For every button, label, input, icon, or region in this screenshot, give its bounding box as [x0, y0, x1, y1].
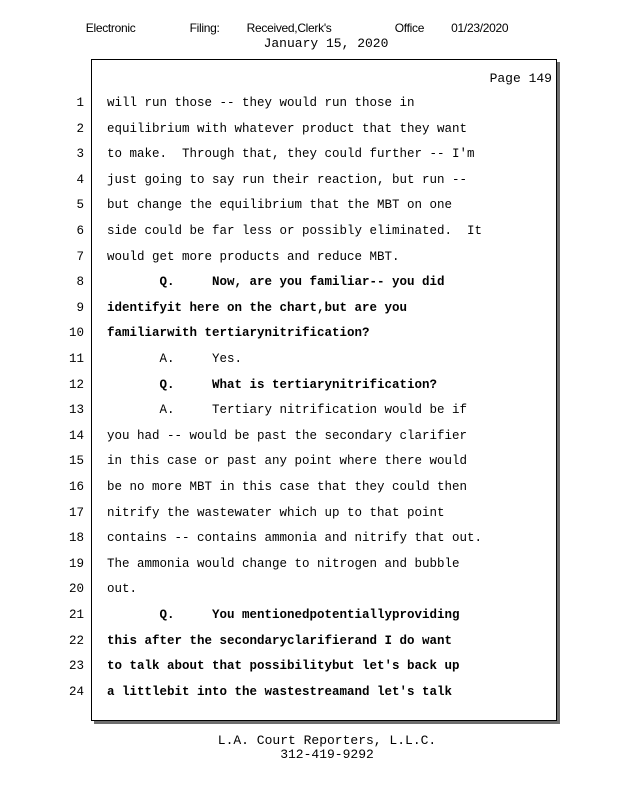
transcript-line: [0, 375, 560, 395]
line-text: be no more MBT in this case that they could then: [107, 480, 468, 494]
transcript-line: [0, 195, 560, 215]
line-number: 14: [68, 428, 84, 443]
transcript-date: January 15, 2020: [263, 36, 389, 51]
line-text: to talk about that possibilitybut let's back up: [107, 659, 460, 674]
line-number: 11: [68, 352, 84, 366]
line-number: 15: [68, 454, 84, 469]
line-text: familiarwith tertiarynitrification?: [107, 326, 370, 341]
transcript-line: [0, 477, 560, 497]
transcript-line: [0, 323, 560, 343]
transcript-line: [0, 451, 560, 471]
transcript-line: [0, 144, 560, 164]
line-text: contains -- contains ammonia and nitrify that out.: [107, 531, 483, 546]
line-text: will run those -- they would run those in: [107, 96, 415, 110]
line-text: identifyit here on the chart,but are you: [107, 300, 408, 315]
line-text: A. Tertiary nitrification would be if: [107, 403, 468, 418]
line-text: would get more products and reduce MBT.: [107, 249, 400, 264]
line-number: 16: [68, 480, 84, 494]
page-number: Page 149: [489, 71, 552, 86]
line-number: 1: [76, 96, 84, 110]
line-text: Q. What is tertiarynitrification?: [107, 377, 438, 392]
line-number: 10: [68, 326, 84, 341]
transcript-line: [0, 221, 560, 241]
transcript-line: [0, 247, 560, 267]
line-text: Q. Now, are you familiar-- you did: [107, 275, 445, 290]
transcript-line: [0, 554, 560, 574]
line-text: A. Yes.: [107, 352, 243, 366]
line-text: you had -- would be past the secondary clarifier: [107, 428, 468, 443]
transcript-line: [0, 579, 560, 599]
line-number: 21: [68, 608, 84, 622]
transcript-line: [0, 298, 560, 318]
line-number: 17: [68, 505, 84, 520]
line-text: but change the equilibrium that the MBT on one: [107, 198, 453, 213]
line-text: The ammonia would change to nitrogen and bubble: [107, 556, 460, 571]
transcript-line: [0, 503, 560, 523]
line-number: 6: [76, 224, 84, 238]
transcript-line: [0, 631, 560, 651]
line-number: 19: [68, 556, 84, 571]
transcript-line: [0, 656, 560, 676]
line-text: side could be far less or possibly eliminated. It: [107, 224, 483, 238]
transcript-line: [0, 170, 560, 190]
line-text: nitrify the wastewater which up to that point: [107, 505, 445, 520]
line-number: 2: [76, 121, 84, 136]
transcript-line: [0, 682, 560, 702]
line-number: 4: [76, 172, 84, 187]
line-number: 24: [68, 684, 84, 699]
line-number: 13: [68, 403, 84, 418]
line-number: 9: [76, 300, 84, 315]
line-number: 7: [76, 249, 84, 264]
line-text: out.: [107, 582, 138, 597]
line-text: to make. Through that, they could further -- I'm: [107, 147, 475, 162]
line-text: this after the secondaryclarifierand I do want: [107, 633, 453, 648]
reporter-company: L.A. Court Reporters, L.L.C.: [217, 733, 437, 748]
line-text: in this case or past any point where there would: [107, 454, 468, 469]
line-number: 18: [68, 531, 84, 546]
transcript-line: [0, 119, 560, 139]
transcript-line: [0, 272, 560, 292]
line-number: 8: [76, 275, 84, 290]
line-number: 12: [68, 377, 84, 392]
line-number: 5: [76, 198, 84, 213]
transcript-line: [0, 605, 560, 625]
transcript-line: [0, 528, 560, 548]
line-text: a littlebit into the wastestreamand let's talk: [107, 684, 453, 699]
transcript-line: [0, 93, 560, 113]
line-number: 3: [76, 147, 84, 162]
reporter-phone: 312-419-9292: [280, 747, 374, 762]
transcript-line: [0, 426, 560, 446]
line-number: 23: [68, 659, 84, 674]
transcript-line: [0, 349, 560, 369]
line-number: 20: [68, 582, 84, 597]
filing-stamp: Electronic Filing: Received,Clerk's Office 01/23/2020: [85, 21, 509, 35]
line-text: Q. You mentionedpotentiallyproviding: [107, 608, 460, 622]
line-text: equilibrium with whatever product that they want: [107, 121, 468, 136]
line-text: just going to say run their reaction, but run --: [107, 172, 468, 187]
transcript-line: [0, 400, 560, 420]
line-number: 22: [68, 633, 84, 648]
